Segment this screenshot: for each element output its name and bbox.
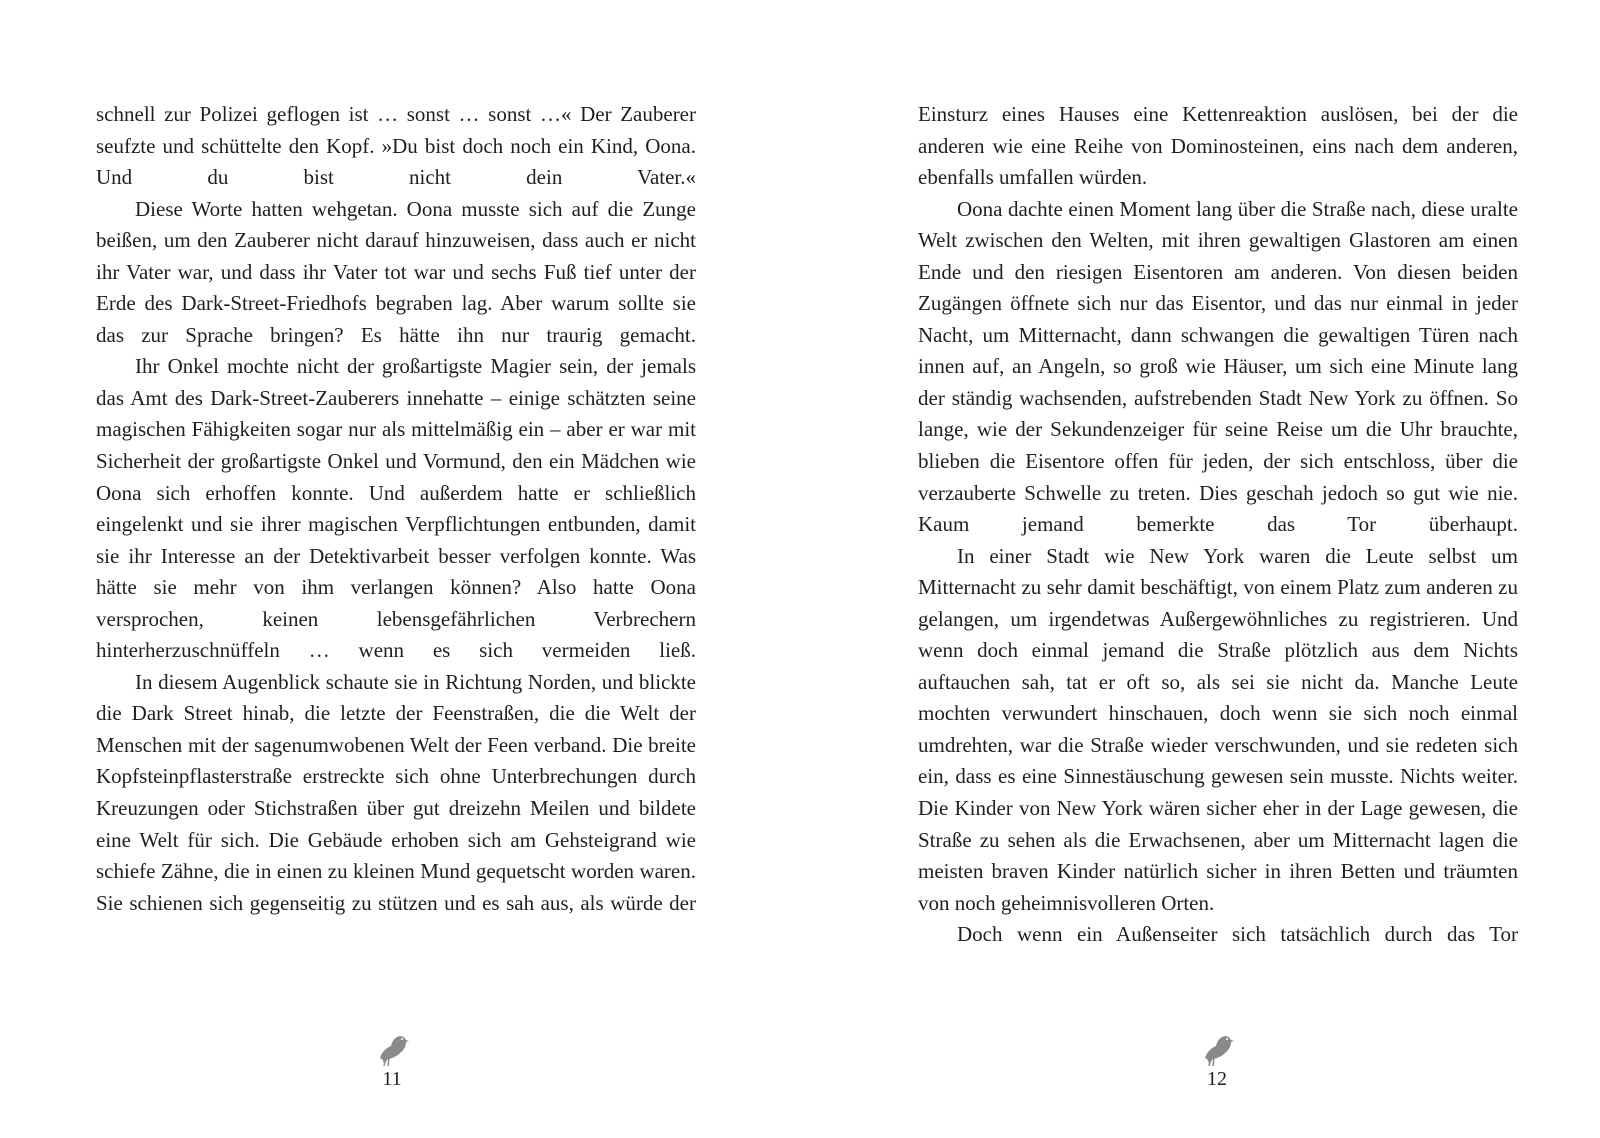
raven-icon	[1197, 1028, 1237, 1068]
right-page-text	[918, 99, 1518, 951]
paragraph: In diesem Augenblick schaute sie in Richtung Norden, und blickte die Dark Street hinab, die letzte der Feenstraßen, die die Welt der Menschen mit der sagenumwobenen Welt der Feen verband. Die breite Kopfsteinpflasterstraße erstreckte sich ohne Unterbrechungen durch Kreuzungen oder Stichstraßen über gut dreizehn Meilen und bildete eine Welt für sich. Die Gebäude erhoben sich am Gehsteigrand wie schiefe Zähne, die in einen zu kleinen Mund gequetscht worden waren. Sie schienen sich gegenseitig zu stützen und es sah aus, als würde der	[96, 669, 696, 915]
paragraph: schnell zur Polizei geflogen ist … sonst … sonst …« Der Zauberer seufzte und schüttelte den Kopf. »Du bist doch noch ein Kind, Oona. Und du bist nicht dein Vater.«	[96, 102, 696, 190]
left-page-text	[96, 99, 696, 919]
paragraph: Diese Worte hatten wehgetan. Oona musste sich auf die Zunge beißen, um den Zauberer nicht darauf hinzuweisen, dass auch er nicht ihr Vater war, und dass ihr Vater tot war und sechs Fuß tief unter der Erde des Dark-Street-Friedhofs begraben lag. Aber warum sollte sie das zur Sprache bringen? Es hätte ihn nur traurig gemacht.	[96, 196, 696, 347]
page-number: 11	[382, 1068, 402, 1090]
right-folio	[1187, 1028, 1247, 1090]
raven-icon	[372, 1028, 412, 1068]
right-page	[918, 99, 1518, 951]
paragraph: Ihr Onkel mochte nicht der großartigste Magier sein, der jemals das Amt des Dark-Street-Zauberers innehatte – einige schätzten seine magischen Fähigkeiten sogar nur als mittelmäßig ein – aber er war mit Sicherheit der großartigste Onkel und Vormund, den ein Mädchen wie Oona sich erhoffen konnte. Und außerdem hatte er schließlich eingelenkt und sie ihrer magischen Verpflichtungen entbunden, damit sie ihr Interesse an der Detektivarbeit besser verfolgen konnte. Was hätte sie mehr von ihm verlangen können? Also hatte Oona versprochen, keinen lebensgefährlichen Verbrechern hinterherzuschnüffeln … wenn es sich vermeiden ließ.	[96, 354, 696, 663]
left-page	[96, 99, 696, 919]
page-number: 12	[1207, 1068, 1227, 1090]
paragraph: Doch wenn ein Außenseiter sich tatsächlich durch das Tor	[957, 922, 1518, 947]
left-folio	[362, 1028, 422, 1090]
paragraph: Einsturz eines Hauses eine Kettenreaktion auslösen, bei der die anderen wie eine Reihe von Dominosteinen, eins nach dem anderen, ebenfalls umfallen würden.	[918, 102, 1518, 190]
paragraph: Oona dachte einen Moment lang über die Straße nach, diese uralte Welt zwischen den Welten, mit ihren gewaltigen Glastoren am einen Ende und den riesigen Eisentoren am anderen. Von diesen beiden Zugängen öffnete sich nur das Eisentor, und das nur einmal in jeder Nacht, um Mitternacht, dann schwangen die gewaltigen Türen nach innen auf, an Angeln, so groß wie Häuser, um sich eine Minute lang der ständig wachsenden, aufstrebenden Stadt New York zu öffnen. So lange, wie der Sekundenzeiger für seine Reise um die Uhr brauchte, blieben die Eisentore offen für jeden, der sich entschloss, über die verzauberte Schwelle zu treten. Dies geschah jedoch so gut wie nie. Kaum jemand bemerkte das Tor überhaupt.	[918, 196, 1518, 537]
paragraph: In einer Stadt wie New York waren die Leute selbst um Mitternacht zu sehr damit beschäftigt, von einem Platz zum anderen zu gelangen, um irgendetwas Außergewöhnliches zu registrieren. Und wenn doch einmal jemand die Straße plötzlich aus dem Nichts auftauchen sah, tat er oft so, als sei sie nicht da. Manche Leute mochten verwundert hinschauen, doch wenn sie sich noch einmal umdrehten, war die Straße wieder verschwunden, und sie redeten sich ein, dass es eine Sinnestäuschung gewesen sein musste. Nichts weiter. Die Kinder von New York wären sicher eher in der Lage gewesen, die Straße zu sehen als die Erwachsenen, aber um Mitternacht lagen die meisten braven Kinder natürlich sicher in ihren Betten und träumten von noch geheimnisvolleren Orten.	[918, 543, 1518, 915]
